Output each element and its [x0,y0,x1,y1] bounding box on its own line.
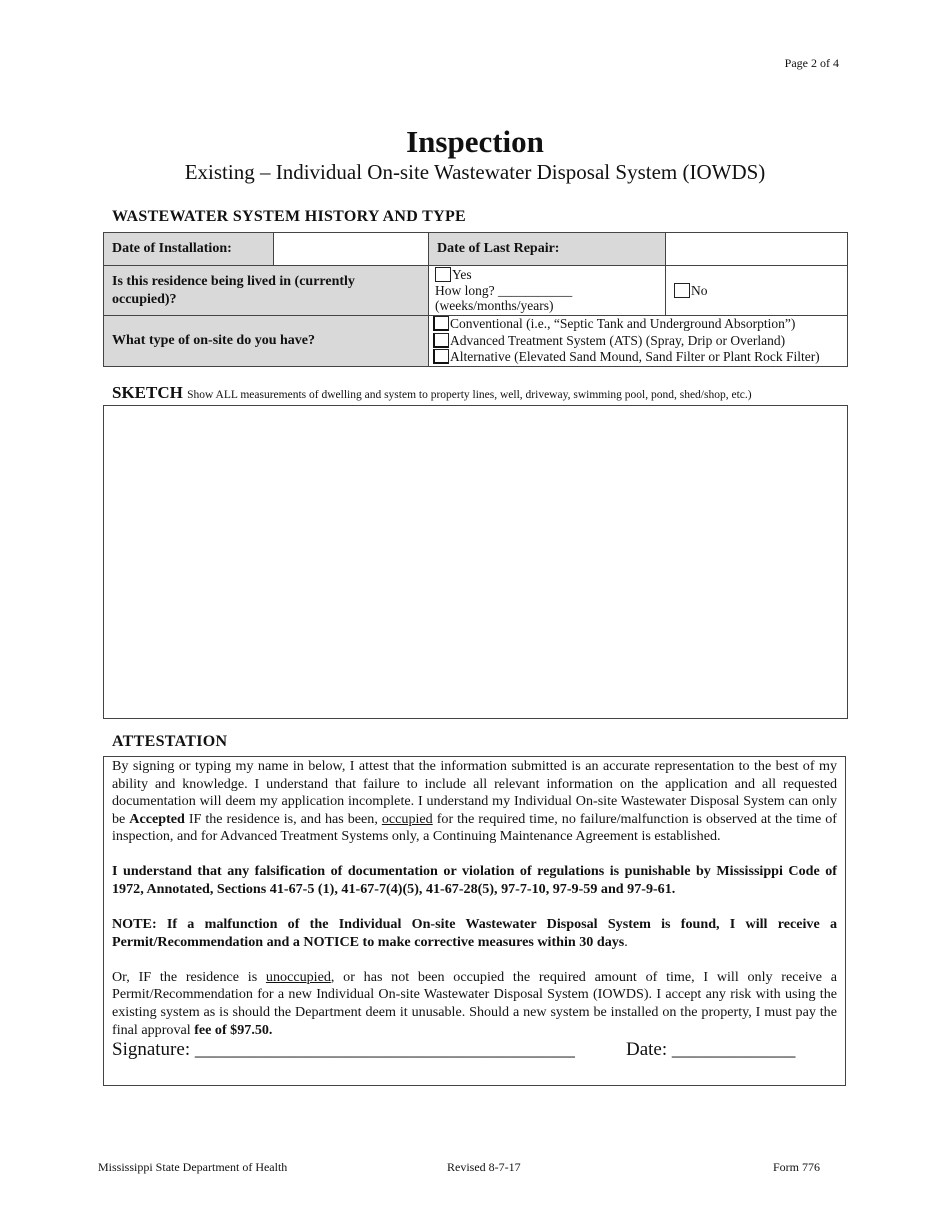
page-subtitle: Existing – Individual On-site Wastewater Disposal System (IOWDS) [184,160,766,184]
date-field[interactable]: Date: _____________ [626,1039,796,1061]
sketch-heading [112,383,752,403]
how-long-field[interactable]: How long? ___________ [435,282,573,298]
no-label: No [691,282,708,298]
alternative-checkbox[interactable] [433,349,449,364]
yes-checkbox[interactable] [435,267,451,282]
section-heading-attestation: ATTESTATION [112,733,228,750]
date-installation-field[interactable] [274,233,429,266]
page-title: Inspection [406,124,544,159]
type-options-cell [429,316,848,367]
attestation-paragraph-2: I understand that any falsification of documentation or violation of regulations is punishable by Mississippi Code of 1972, Annotated, Sections 41-67-5 (1), 41-67-7(4)(5), 41-67-28(5), 97-7-10, 97-9-59 and 97-9-61. [112,863,837,898]
conventional-checkbox[interactable] [433,316,449,331]
occupied-yes-cell [429,266,666,316]
attestation-paragraph-1: By signing or typing my name in below, I attest that the information submitted is an accurate representation to the best of my ability and knowledge. I understand that failure to include all relevant information on the application and all requested documentation will deem my application incomplete. I understand my Individual On-site Wastewater Disposal System can only be Accepted IF the residence is, and has been, occupied for the required time, no failure/malfunction is observed at the time of inspection, and for Advanced Treatment Systems only, a Continuing Maintenance Agreement is established. [112,758,837,845]
attestation-paragraph-4: Or, IF the residence is unoccupied, or has not been occupied the required amount of time, I will only receive a Permit/Recommendation for a new Individual On-site Wastewater Disposal System (IOWDS). I accept any risk with using the existing system as is should the Department deem it unusable. Should a new system be installed on the property, I must pay the final approval fee of $97.50. [112,968,837,1038]
footer-agency: Mississippi State Department of Health [98,1160,288,1174]
no-checkbox[interactable] [674,283,690,298]
section-heading-history: WASTEWATER SYSTEM HISTORY AND TYPE [112,208,467,225]
date-installation-label: Date of Installation: [104,233,274,266]
type-option-conventional[interactable]: Conventional (i.e., “Septic Tank and Underground Absorption”) [433,316,843,333]
signature-row [112,1039,837,1063]
footer-revised: Revised 8-7-17 [447,1160,521,1174]
sketch-instruction: Show ALL measurements of dwelling and system to property lines, well, driveway, swimming pool, pond, shed/shop, etc.) [187,389,752,401]
type-option-ats[interactable]: Advanced Treatment System (ATS) (Spray, Drip or Overland) [433,333,843,350]
occupied-question: Is this residence being lived in (currently occupied)? [104,266,429,316]
history-table [103,232,848,367]
attestation-paragraph-3: NOTE: If a malfunction of the Individual On-site Wastewater Disposal System is found, I will receive a Permit/Recommendation and a NOTICE to make corrective measures within 30 days. [112,916,837,950]
sketch-area[interactable] [103,405,848,719]
how-long-units: (weeks/months/years) [435,298,554,314]
date-last-repair-label: Date of Last Repair: [429,233,666,266]
sketch-title: SKETCH [112,383,183,402]
type-question: What type of on-site do you have? [104,316,429,367]
occupied-no-cell [666,266,848,316]
yes-label: Yes [452,267,472,283]
date-last-repair-field[interactable] [666,233,848,266]
type-option-alternative[interactable]: Alternative (Elevated Sand Mound, Sand Filter or Plant Rock Filter) [433,349,843,366]
ats-checkbox[interactable] [433,333,449,348]
signature-field[interactable]: Signature: ________________________________________ [112,1039,575,1061]
page-number: Page 2 of 4 [784,56,839,70]
footer-form-number: Form 776 [773,1160,821,1174]
attestation-box [103,756,846,1086]
